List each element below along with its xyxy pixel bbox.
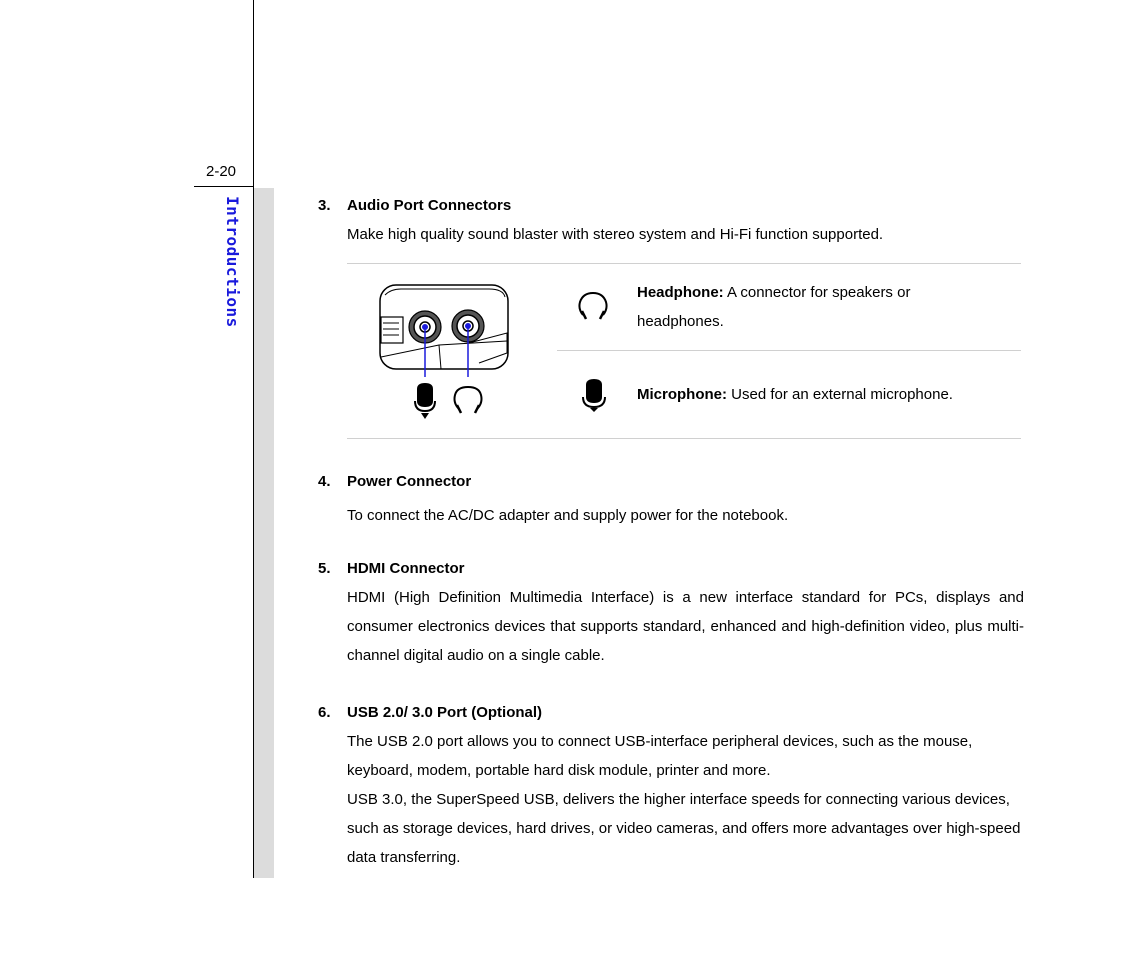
section-title: USB 2.0/ 3.0 Port (Optional)	[347, 704, 543, 721]
section-audio	[318, 191, 1024, 249]
microphone-description	[637, 380, 967, 409]
section-body: Make high quality sound blaster with stereo system and Hi-Fi function supported.	[347, 226, 884, 243]
headphone-text: A connector for speakers or headphones.	[637, 284, 911, 330]
audio-port-table	[347, 263, 1021, 439]
section-body: To connect the AC/DC adapter and supply power for the notebook.	[347, 507, 789, 524]
section-heading	[318, 698, 1024, 727]
section-title: Audio Port Connectors	[347, 197, 512, 214]
table-rule-middle	[557, 350, 1021, 351]
section-hdmi	[318, 554, 1024, 670]
section-title: Power Connector	[347, 473, 472, 490]
section-number: 4.	[318, 473, 331, 490]
section-power	[318, 467, 1024, 530]
section-body: HDMI (High Definition Multimedia Interface) is a new interface standard for PCs, displays and consumer electronics devices that supports standard, enhanced and high-definition video, plus multi-channel digital audio on a single cable.	[347, 589, 1024, 664]
microphone-label: Microphone:	[637, 386, 727, 403]
table-rule-top	[347, 263, 1021, 264]
sidebar-band	[254, 188, 274, 878]
section-title: HDMI Connector	[347, 560, 465, 577]
chapter-title: Introductions	[223, 196, 242, 328]
section-heading	[318, 191, 1024, 220]
page-number: 2-20	[206, 163, 237, 180]
microphone-icon	[580, 377, 608, 418]
headphone-label: Headphone:	[637, 284, 724, 301]
section-heading	[318, 554, 1024, 583]
margin-rule-horizontal	[194, 186, 254, 187]
section-usb	[318, 698, 1024, 872]
headphone-description	[637, 278, 967, 336]
section-heading	[318, 467, 1024, 496]
section-body-usb2: The USB 2.0 port allows you to connect USB-interface peripheral devices, such as the mouse, keyboard, modem, portable hard disk module, printer and more.	[347, 733, 973, 779]
microphone-text: Used for an external microphone.	[727, 386, 953, 403]
section-number: 5.	[318, 560, 331, 577]
table-rule-bottom	[347, 438, 1021, 439]
headphone-icon	[578, 291, 608, 326]
section-body-usb3: USB 3.0, the SuperSpeed USB, delivers the higher interface speeds for connecting various devices, such as storage devices, hard drives, or video cameras, and offers more advantages over high-speed data transferring.	[347, 791, 1021, 866]
audio-port-illustration	[379, 283, 511, 433]
section-number: 6.	[318, 704, 331, 721]
section-number: 3.	[318, 197, 331, 214]
